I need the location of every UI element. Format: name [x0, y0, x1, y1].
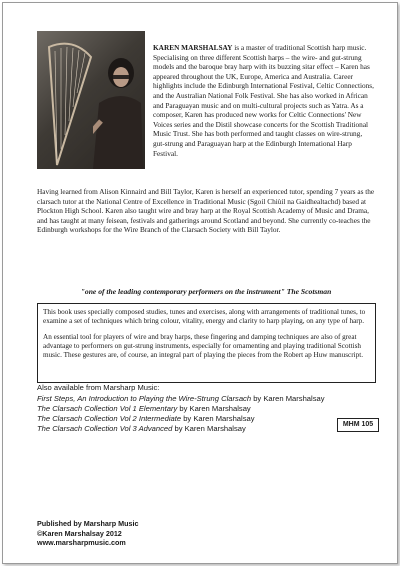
biography-teaching: Having learned from Alison Kinnaird and Bill Taylor, Karen is herself an experienced tutor, spending 7 years as the clarsach tutor at the National Centre of Excellence in Traditional Music (Sgoil Chiùil na Gaidhealtachd) based at Plockton High School. Karen also taught wire and bray harp at the Royal Scottish Academy of Music and Drama, and has taught at many feisean, festivals and gatherings around Scotland and beyond. She currently co-teaches the Edinburgh workshops for the Wire Branch of the Clarsach Society with Bill Taylor.	[37, 187, 375, 235]
quote-source: The Scotsman	[286, 287, 332, 296]
list-item: First Steps, An Introduction to Playing the Wire-Strung Clarsach by Karen Marshalsay	[37, 394, 325, 403]
quote-text: "one of the leading contemporary performers on the instrument"	[80, 287, 285, 296]
list-item: The Clarsach Collection Vol 2 Intermediate by Karen Marshalsay	[37, 414, 255, 423]
harpist-photo	[37, 31, 145, 169]
harp-illustration	[43, 37, 97, 167]
publisher-website: www.marsharpmusic.com	[37, 538, 126, 548]
publisher-name: Published by Marsharp Music	[37, 519, 139, 528]
also-available-heading: Also available from Marsharp Music:	[37, 383, 160, 392]
biography-intro	[153, 43, 375, 158]
description-paragraph-2: An essential tool for players of wire and bray harps, these fingering and damping techniques are also of great advantage to performers on gut-strung instruments, especially for ornamenting and playing traditional Scottish music. These gestures are, of course, an integral part of playing the pieces from the Robert ap Huw manuscript.	[43, 332, 364, 360]
description-paragraph-1: This book uses specially composed studies, tunes and exercises, along with arrangements of traditional tunes, to examine a set of techniques which bring colour, vitality, energy and clarity to harp playing, on any type of harp.	[43, 308, 366, 326]
harpist-figure	[93, 51, 143, 169]
publisher-info	[37, 519, 138, 548]
catalogue-code-badge: MHM 105	[337, 418, 379, 432]
biography-text: is a master of traditional Scottish harp music. Specialising on three different Scottish harps – the wire- and gut-strung models and the baroque bray harp with its buzzing sitar effect – Karen has appeared throughout the UK, Europe, America and Australia. Career highlights include the Edinburgh International Festival, Celtic Connections, and the Australian National Folk Festival. She has also worked in African and Paraguayan music and on multi-cultural projects such as Yatra. As a composer, Karen has produced new works for Celtic Connections' New Voices series and the Distil showcase concerts for the Scottish Traditional Music Trust. She has both performed and taught classes on wire-strung, gut-strung and Paraguayan harp at the Edinburgh International Harp Festival.	[153, 43, 374, 158]
press-quote	[37, 287, 375, 296]
list-item: The Clarsach Collection Vol 1 Elementary by Karen Marshalsay	[37, 404, 251, 413]
book-description-box	[37, 303, 376, 383]
also-available-list	[37, 383, 375, 434]
back-cover-page	[2, 2, 398, 564]
copyright-notice: ©Karen Marshalsay 2012	[37, 528, 122, 538]
list-item: The Clarsach Collection Vol 3 Advanced by Karen Marshalsay	[37, 424, 246, 433]
performer-name: KAREN MARSHALSAY	[153, 43, 233, 52]
